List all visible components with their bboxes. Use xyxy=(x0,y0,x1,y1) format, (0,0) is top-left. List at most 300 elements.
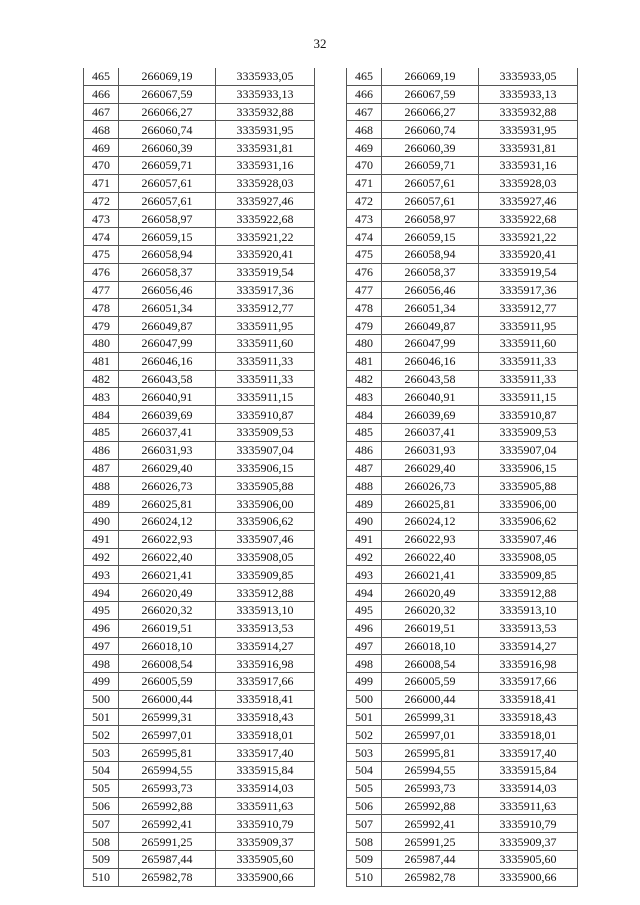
table-row xyxy=(84,690,315,708)
point-number-cell: 484 xyxy=(84,406,119,424)
point-number-cell: 489 xyxy=(84,495,119,513)
y-coordinate-cell: 3335908,05 xyxy=(216,548,315,566)
point-number-cell: 494 xyxy=(347,584,382,602)
y-coordinate-cell: 3335921,22 xyxy=(216,228,315,246)
point-number-cell: 478 xyxy=(84,299,119,317)
table-row xyxy=(347,815,578,833)
x-coordinate-cell: 265992,88 xyxy=(119,797,216,815)
y-coordinate-cell: 3335918,41 xyxy=(479,690,578,708)
table-row xyxy=(84,228,315,246)
x-coordinate-cell: 266031,93 xyxy=(119,441,216,459)
y-coordinate-cell: 3335927,46 xyxy=(216,192,315,210)
x-coordinate-cell: 266029,40 xyxy=(119,459,216,477)
x-coordinate-cell: 266024,12 xyxy=(119,512,216,530)
x-coordinate-cell: 266020,32 xyxy=(382,601,479,619)
y-coordinate-cell: 3335911,33 xyxy=(479,352,578,370)
point-number-cell: 469 xyxy=(347,139,382,157)
y-coordinate-cell: 3335907,46 xyxy=(216,530,315,548)
x-coordinate-cell: 265982,78 xyxy=(119,868,216,886)
point-number-cell: 497 xyxy=(347,637,382,655)
x-coordinate-cell: 266039,69 xyxy=(119,406,216,424)
y-coordinate-cell: 3335915,84 xyxy=(216,762,315,780)
point-number-cell: 487 xyxy=(347,459,382,477)
point-number-cell: 501 xyxy=(84,708,119,726)
x-coordinate-cell: 265992,88 xyxy=(382,797,479,815)
x-coordinate-cell: 265982,78 xyxy=(382,868,479,886)
table-row xyxy=(347,245,578,263)
table-row xyxy=(347,708,578,726)
x-coordinate-cell: 265995,81 xyxy=(382,744,479,762)
point-number-cell: 465 xyxy=(347,68,382,85)
point-number-cell: 478 xyxy=(347,299,382,317)
table-row xyxy=(347,619,578,637)
table-row xyxy=(84,299,315,317)
y-coordinate-cell: 3335917,40 xyxy=(216,744,315,762)
x-coordinate-cell: 266046,16 xyxy=(119,352,216,370)
x-coordinate-cell: 266026,73 xyxy=(382,477,479,495)
x-coordinate-cell: 266018,10 xyxy=(119,637,216,655)
point-number-cell: 474 xyxy=(347,228,382,246)
x-coordinate-cell: 266066,27 xyxy=(382,103,479,121)
y-coordinate-cell: 3335900,66 xyxy=(216,868,315,886)
x-coordinate-cell: 266067,59 xyxy=(119,85,216,103)
point-number-cell: 490 xyxy=(347,512,382,530)
x-coordinate-cell: 265994,55 xyxy=(119,762,216,780)
x-coordinate-cell: 265993,73 xyxy=(382,779,479,797)
point-number-cell: 480 xyxy=(347,334,382,352)
point-number-cell: 482 xyxy=(84,370,119,388)
y-coordinate-cell: 3335906,62 xyxy=(479,512,578,530)
point-number-cell: 508 xyxy=(84,833,119,851)
point-number-cell: 496 xyxy=(84,619,119,637)
table-row xyxy=(84,851,315,869)
table-row xyxy=(347,406,578,424)
y-coordinate-cell: 3335928,03 xyxy=(479,174,578,192)
y-coordinate-cell: 3335913,53 xyxy=(479,619,578,637)
point-number-cell: 479 xyxy=(347,317,382,335)
point-number-cell: 510 xyxy=(347,868,382,886)
table-row xyxy=(84,370,315,388)
x-coordinate-cell: 266025,81 xyxy=(119,495,216,513)
y-coordinate-cell: 3335911,33 xyxy=(216,352,315,370)
point-number-cell: 510 xyxy=(84,868,119,886)
x-coordinate-cell: 266060,74 xyxy=(119,121,216,139)
table-row xyxy=(84,334,315,352)
y-coordinate-cell: 3335917,66 xyxy=(216,673,315,691)
x-coordinate-cell: 266000,44 xyxy=(119,690,216,708)
x-coordinate-cell: 266021,41 xyxy=(382,566,479,584)
y-coordinate-cell: 3335913,10 xyxy=(479,601,578,619)
x-coordinate-cell: 266025,81 xyxy=(382,495,479,513)
table-row xyxy=(347,548,578,566)
table-row xyxy=(84,548,315,566)
x-coordinate-cell: 266057,61 xyxy=(119,192,216,210)
point-number-cell: 491 xyxy=(84,530,119,548)
y-coordinate-cell: 3335914,03 xyxy=(216,779,315,797)
y-coordinate-cell: 3335932,88 xyxy=(216,103,315,121)
x-coordinate-cell: 266040,91 xyxy=(119,388,216,406)
y-coordinate-cell: 3335911,60 xyxy=(479,334,578,352)
table-row xyxy=(347,637,578,655)
x-coordinate-cell: 266021,41 xyxy=(119,566,216,584)
y-coordinate-cell: 3335911,60 xyxy=(216,334,315,352)
x-coordinate-cell: 265991,25 xyxy=(382,833,479,851)
point-number-cell: 481 xyxy=(84,352,119,370)
y-coordinate-cell: 3335928,03 xyxy=(216,174,315,192)
x-coordinate-cell: 266018,10 xyxy=(382,637,479,655)
point-number-cell: 502 xyxy=(84,726,119,744)
table-row xyxy=(84,655,315,673)
y-coordinate-cell: 3335909,85 xyxy=(216,566,315,584)
x-coordinate-cell: 266046,16 xyxy=(382,352,479,370)
y-coordinate-cell: 3335911,33 xyxy=(479,370,578,388)
y-coordinate-cell: 3335910,87 xyxy=(216,406,315,424)
point-number-cell: 481 xyxy=(347,352,382,370)
point-number-cell: 491 xyxy=(347,530,382,548)
y-coordinate-cell: 3335916,98 xyxy=(216,655,315,673)
x-coordinate-cell: 266058,94 xyxy=(119,245,216,263)
x-coordinate-cell: 266056,46 xyxy=(119,281,216,299)
x-coordinate-cell: 266059,15 xyxy=(119,228,216,246)
table-row xyxy=(347,352,578,370)
y-coordinate-cell: 3335911,95 xyxy=(479,317,578,335)
table-row xyxy=(347,370,578,388)
point-number-cell: 475 xyxy=(347,245,382,263)
y-coordinate-cell: 3335918,01 xyxy=(479,726,578,744)
y-coordinate-cell: 3335906,15 xyxy=(216,459,315,477)
point-number-cell: 465 xyxy=(84,68,119,85)
y-coordinate-cell: 3335931,95 xyxy=(479,121,578,139)
point-number-cell: 468 xyxy=(347,121,382,139)
x-coordinate-cell: 266022,93 xyxy=(382,530,479,548)
x-coordinate-cell: 266051,34 xyxy=(119,299,216,317)
y-coordinate-cell: 3335931,81 xyxy=(479,139,578,157)
x-coordinate-cell: 265995,81 xyxy=(119,744,216,762)
table-row xyxy=(347,797,578,815)
x-coordinate-cell: 266043,58 xyxy=(119,370,216,388)
x-coordinate-cell: 266058,97 xyxy=(119,210,216,228)
x-coordinate-cell: 266058,37 xyxy=(119,263,216,281)
y-coordinate-cell: 3335905,60 xyxy=(216,851,315,869)
x-coordinate-cell: 266069,19 xyxy=(382,68,479,85)
x-coordinate-cell: 266019,51 xyxy=(382,619,479,637)
x-coordinate-cell: 266008,54 xyxy=(119,655,216,673)
point-number-cell: 504 xyxy=(84,762,119,780)
x-coordinate-cell: 266049,87 xyxy=(119,317,216,335)
y-coordinate-cell: 3335914,03 xyxy=(479,779,578,797)
y-coordinate-cell: 3335910,79 xyxy=(216,815,315,833)
point-number-cell: 509 xyxy=(347,851,382,869)
y-coordinate-cell: 3335918,41 xyxy=(216,690,315,708)
table-row xyxy=(84,263,315,281)
x-coordinate-cell: 266005,59 xyxy=(119,673,216,691)
point-number-cell: 500 xyxy=(84,690,119,708)
y-coordinate-cell: 3335906,15 xyxy=(479,459,578,477)
point-number-cell: 471 xyxy=(84,174,119,192)
y-coordinate-cell: 3335922,68 xyxy=(216,210,315,228)
table-row xyxy=(84,388,315,406)
page-number: 32 xyxy=(313,36,327,51)
table-row xyxy=(347,423,578,441)
table-row xyxy=(84,68,315,85)
x-coordinate-cell: 266057,61 xyxy=(119,174,216,192)
point-number-cell: 470 xyxy=(84,156,119,174)
table-row xyxy=(347,334,578,352)
table-row xyxy=(347,851,578,869)
x-coordinate-cell: 266047,99 xyxy=(382,334,479,352)
point-number-cell: 466 xyxy=(347,85,382,103)
point-number-cell: 467 xyxy=(84,103,119,121)
x-coordinate-cell: 265987,44 xyxy=(382,851,479,869)
point-number-cell: 474 xyxy=(84,228,119,246)
point-number-cell: 482 xyxy=(347,370,382,388)
table-row xyxy=(84,192,315,210)
x-coordinate-cell: 265987,44 xyxy=(119,851,216,869)
y-coordinate-cell: 3335919,54 xyxy=(479,263,578,281)
table-row xyxy=(347,495,578,513)
point-number-cell: 489 xyxy=(347,495,382,513)
y-coordinate-cell: 3335931,95 xyxy=(216,121,315,139)
x-coordinate-cell: 266060,39 xyxy=(119,139,216,157)
point-number-cell: 484 xyxy=(347,406,382,424)
point-number-cell: 490 xyxy=(84,512,119,530)
y-coordinate-cell: 3335909,53 xyxy=(216,423,315,441)
x-coordinate-cell: 266000,44 xyxy=(382,690,479,708)
y-coordinate-cell: 3335911,63 xyxy=(216,797,315,815)
y-coordinate-cell: 3335905,60 xyxy=(479,851,578,869)
table-row xyxy=(84,281,315,299)
y-coordinate-cell: 3335911,33 xyxy=(216,370,315,388)
point-number-cell: 501 xyxy=(347,708,382,726)
table-row xyxy=(347,228,578,246)
point-number-cell: 497 xyxy=(84,637,119,655)
table-row xyxy=(84,797,315,815)
table-row xyxy=(84,673,315,691)
table-row xyxy=(84,103,315,121)
table-row xyxy=(347,121,578,139)
y-coordinate-cell: 3335931,81 xyxy=(216,139,315,157)
point-number-cell: 486 xyxy=(347,441,382,459)
point-number-cell: 473 xyxy=(347,210,382,228)
y-coordinate-cell: 3335911,95 xyxy=(216,317,315,335)
table-row xyxy=(84,121,315,139)
table-row xyxy=(84,512,315,530)
point-number-cell: 498 xyxy=(347,655,382,673)
y-coordinate-cell: 3335900,66 xyxy=(479,868,578,886)
point-number-cell: 507 xyxy=(84,815,119,833)
x-coordinate-cell: 266060,74 xyxy=(382,121,479,139)
point-number-cell: 475 xyxy=(84,245,119,263)
point-number-cell: 466 xyxy=(84,85,119,103)
x-coordinate-cell: 265997,01 xyxy=(382,726,479,744)
x-coordinate-cell: 266057,61 xyxy=(382,174,479,192)
x-coordinate-cell: 266059,71 xyxy=(119,156,216,174)
table-row xyxy=(347,281,578,299)
point-number-cell: 486 xyxy=(84,441,119,459)
y-coordinate-cell: 3335916,98 xyxy=(479,655,578,673)
y-coordinate-cell: 3335918,01 xyxy=(216,726,315,744)
x-coordinate-cell: 266037,41 xyxy=(119,423,216,441)
table-row xyxy=(347,726,578,744)
y-coordinate-cell: 3335905,88 xyxy=(479,477,578,495)
table-row xyxy=(84,459,315,477)
x-coordinate-cell: 266067,59 xyxy=(382,85,479,103)
table-row xyxy=(84,779,315,797)
y-coordinate-cell: 3335918,43 xyxy=(479,708,578,726)
x-coordinate-cell: 265991,25 xyxy=(119,833,216,851)
table-row xyxy=(84,156,315,174)
x-coordinate-cell: 266026,73 xyxy=(119,477,216,495)
point-number-cell: 480 xyxy=(84,334,119,352)
y-coordinate-cell: 3335914,27 xyxy=(216,637,315,655)
y-coordinate-cell: 3335931,16 xyxy=(216,156,315,174)
point-number-cell: 485 xyxy=(84,423,119,441)
y-coordinate-cell: 3335910,87 xyxy=(479,406,578,424)
y-coordinate-cell: 3335911,15 xyxy=(216,388,315,406)
table-row xyxy=(84,637,315,655)
point-number-cell: 503 xyxy=(347,744,382,762)
x-coordinate-cell: 266039,69 xyxy=(382,406,479,424)
x-coordinate-cell: 266005,59 xyxy=(382,673,479,691)
y-coordinate-cell: 3335917,40 xyxy=(479,744,578,762)
y-coordinate-cell: 3335914,27 xyxy=(479,637,578,655)
table-row xyxy=(347,477,578,495)
x-coordinate-cell: 266058,37 xyxy=(382,263,479,281)
table-row xyxy=(347,68,578,85)
y-coordinate-cell: 3335912,88 xyxy=(216,584,315,602)
y-coordinate-cell: 3335911,63 xyxy=(479,797,578,815)
point-number-cell: 506 xyxy=(84,797,119,815)
table-row xyxy=(84,868,315,886)
point-number-cell: 471 xyxy=(347,174,382,192)
point-number-cell: 483 xyxy=(347,388,382,406)
table-row xyxy=(347,601,578,619)
point-number-cell: 502 xyxy=(347,726,382,744)
x-coordinate-cell: 266020,49 xyxy=(119,584,216,602)
point-number-cell: 492 xyxy=(84,548,119,566)
y-coordinate-cell: 3335918,43 xyxy=(216,708,315,726)
y-coordinate-cell: 3335931,16 xyxy=(479,156,578,174)
point-number-cell: 477 xyxy=(347,281,382,299)
coordinates-table-right xyxy=(346,68,578,887)
x-coordinate-cell: 266043,58 xyxy=(382,370,479,388)
table-row xyxy=(347,744,578,762)
table-row xyxy=(84,85,315,103)
x-coordinate-cell: 266022,40 xyxy=(382,548,479,566)
point-number-cell: 499 xyxy=(347,673,382,691)
table-row xyxy=(347,103,578,121)
y-coordinate-cell: 3335907,04 xyxy=(479,441,578,459)
point-number-cell: 503 xyxy=(84,744,119,762)
table-row xyxy=(347,441,578,459)
y-coordinate-cell: 3335911,15 xyxy=(479,388,578,406)
y-coordinate-cell: 3335919,54 xyxy=(216,263,315,281)
table-row xyxy=(347,762,578,780)
table-row xyxy=(347,512,578,530)
point-number-cell: 495 xyxy=(84,601,119,619)
table-row xyxy=(84,317,315,335)
x-coordinate-cell: 266051,34 xyxy=(382,299,479,317)
point-number-cell: 493 xyxy=(84,566,119,584)
table-row xyxy=(347,673,578,691)
y-coordinate-cell: 3335917,36 xyxy=(216,281,315,299)
table-row xyxy=(84,566,315,584)
point-number-cell: 473 xyxy=(84,210,119,228)
point-number-cell: 499 xyxy=(84,673,119,691)
table-row xyxy=(84,708,315,726)
point-number-cell: 472 xyxy=(84,192,119,210)
table-row xyxy=(347,317,578,335)
x-coordinate-cell: 265999,31 xyxy=(382,708,479,726)
x-coordinate-cell: 265992,41 xyxy=(119,815,216,833)
y-coordinate-cell: 3335907,04 xyxy=(216,441,315,459)
y-coordinate-cell: 3335906,00 xyxy=(216,495,315,513)
x-coordinate-cell: 266031,93 xyxy=(382,441,479,459)
x-coordinate-cell: 266029,40 xyxy=(382,459,479,477)
table-row xyxy=(347,530,578,548)
point-number-cell: 476 xyxy=(84,263,119,281)
y-coordinate-cell: 3335909,37 xyxy=(479,833,578,851)
x-coordinate-cell: 266022,40 xyxy=(119,548,216,566)
y-coordinate-cell: 3335913,53 xyxy=(216,619,315,637)
table-row xyxy=(347,210,578,228)
table-row xyxy=(84,530,315,548)
point-number-cell: 496 xyxy=(347,619,382,637)
point-number-cell: 505 xyxy=(84,779,119,797)
table-row xyxy=(84,441,315,459)
y-coordinate-cell: 3335932,88 xyxy=(479,103,578,121)
point-number-cell: 500 xyxy=(347,690,382,708)
y-coordinate-cell: 3335920,41 xyxy=(216,245,315,263)
y-coordinate-cell: 3335912,88 xyxy=(479,584,578,602)
table-row xyxy=(347,868,578,886)
x-coordinate-cell: 265999,31 xyxy=(119,708,216,726)
table-row xyxy=(347,388,578,406)
x-coordinate-cell: 266058,97 xyxy=(382,210,479,228)
y-coordinate-cell: 3335933,05 xyxy=(479,68,578,85)
x-coordinate-cell: 266020,32 xyxy=(119,601,216,619)
table-row xyxy=(347,584,578,602)
table-row xyxy=(347,459,578,477)
x-coordinate-cell: 266047,99 xyxy=(119,334,216,352)
table-row xyxy=(84,406,315,424)
point-number-cell: 507 xyxy=(347,815,382,833)
coordinates-table-left xyxy=(83,68,315,887)
table-row xyxy=(84,726,315,744)
point-number-cell: 467 xyxy=(347,103,382,121)
point-number-cell: 470 xyxy=(347,156,382,174)
x-coordinate-cell: 266022,93 xyxy=(119,530,216,548)
x-coordinate-cell: 266019,51 xyxy=(119,619,216,637)
table-row xyxy=(347,85,578,103)
point-number-cell: 469 xyxy=(84,139,119,157)
table-row xyxy=(84,815,315,833)
point-number-cell: 493 xyxy=(347,566,382,584)
point-number-cell: 495 xyxy=(347,601,382,619)
table-row xyxy=(84,744,315,762)
table-row xyxy=(84,619,315,637)
table-row xyxy=(84,477,315,495)
x-coordinate-cell: 266058,94 xyxy=(382,245,479,263)
y-coordinate-cell: 3335907,46 xyxy=(479,530,578,548)
point-number-cell: 509 xyxy=(84,851,119,869)
y-coordinate-cell: 3335905,88 xyxy=(216,477,315,495)
x-coordinate-cell: 266056,46 xyxy=(382,281,479,299)
table-row xyxy=(84,423,315,441)
point-number-cell: 505 xyxy=(347,779,382,797)
x-coordinate-cell: 265997,01 xyxy=(119,726,216,744)
table-row xyxy=(347,192,578,210)
